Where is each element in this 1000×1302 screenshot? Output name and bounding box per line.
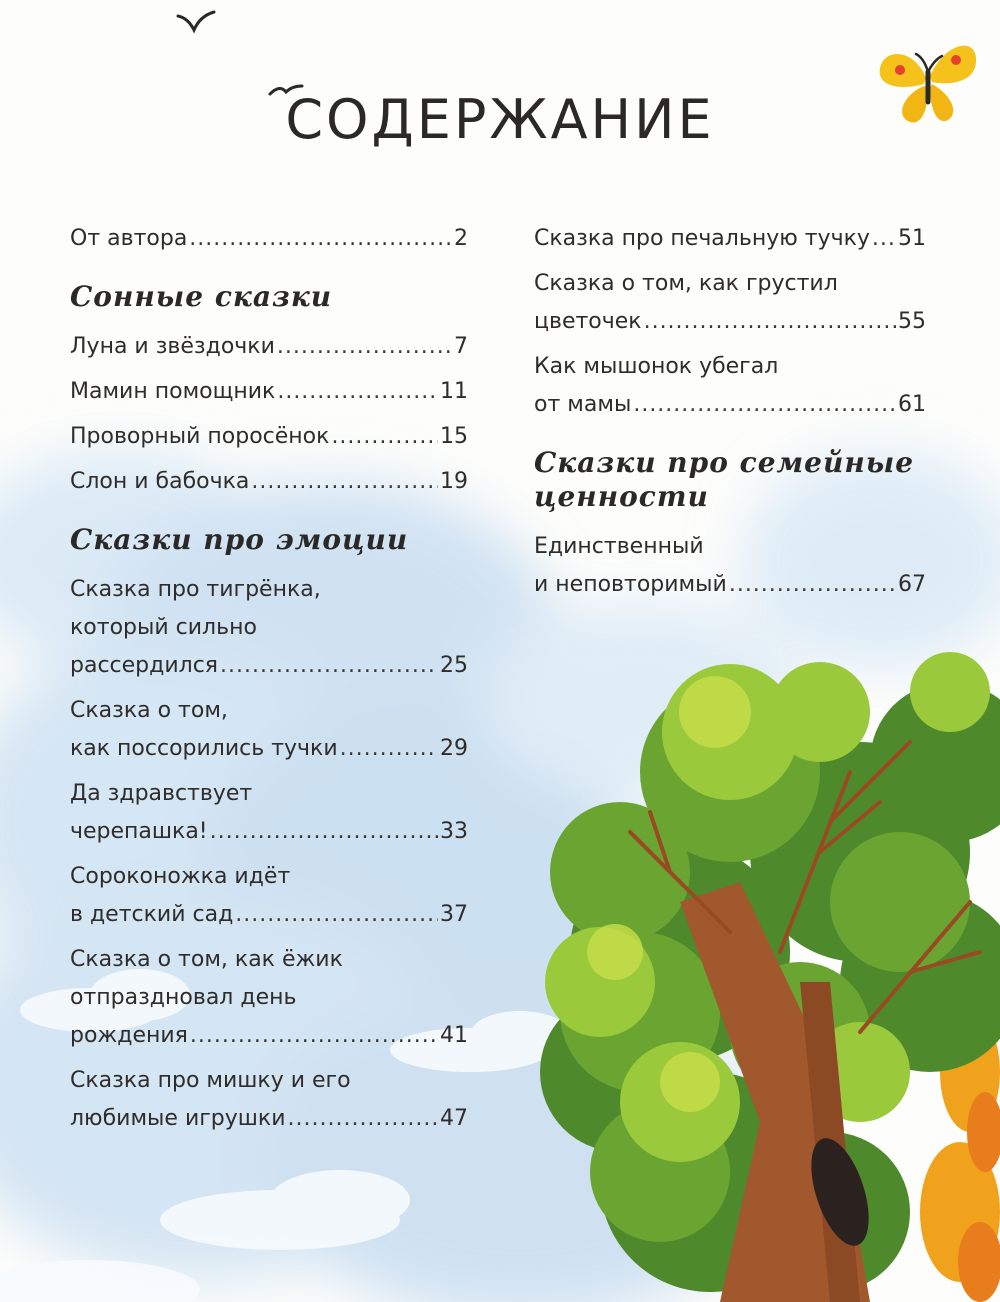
page-number: 15 (440, 424, 468, 449)
page-number: 61 (898, 392, 926, 417)
entry-title-line: рождения (70, 1023, 188, 1048)
toc-entry[interactable] (70, 692, 468, 768)
page-number: 2 (454, 226, 468, 251)
toc-entry[interactable] (70, 373, 468, 411)
entry-title-line: рассердился (70, 653, 219, 678)
entry-title-line: который сильно (70, 615, 257, 640)
page-title: СОДЕРЖАНИЕ (285, 88, 715, 151)
bird-icon (176, 10, 216, 34)
page-number: 37 (440, 902, 468, 927)
entry-title-line: Мамин помощник (70, 379, 276, 404)
section-heading: Сонные сказки (70, 280, 333, 313)
entry-title-line: Как мышонок убегал (534, 354, 779, 379)
section-heading: Сказки про семейные ценности (534, 446, 915, 513)
leader-dots (340, 730, 438, 768)
page-number: 11 (440, 379, 468, 404)
leader-dots (235, 896, 438, 934)
leader-dots (872, 220, 896, 258)
page-number: 51 (898, 226, 926, 251)
entry-last-line (534, 303, 926, 341)
toc-left-column (70, 220, 468, 1145)
entry-last-line (534, 220, 926, 258)
entry-last-line (70, 1100, 468, 1138)
entry-title-line: любимые игрушки (70, 1106, 286, 1131)
leader-dots (190, 1017, 438, 1055)
entry-last-line (70, 813, 468, 851)
entry-last-line (534, 566, 926, 604)
toc-entry[interactable] (70, 941, 468, 1055)
page-number: 67 (898, 572, 926, 597)
toc-entry[interactable] (70, 220, 468, 258)
entry-last-line (70, 647, 468, 685)
entry-title-line: как поссорились тучки (70, 736, 338, 761)
entry-title-line: от мамы (534, 392, 632, 417)
leader-dots (633, 386, 896, 424)
entry-title-line: Сказка о том, (70, 698, 228, 723)
entry-title-line: Единственный (534, 534, 704, 559)
leader-dots (277, 328, 452, 366)
entry-title-line: Да здравствует (70, 781, 253, 806)
entry-title-line: отпраздновал день (70, 985, 297, 1010)
toc-entry[interactable] (70, 463, 468, 501)
leader-dots (644, 303, 896, 341)
page-number: 19 (440, 469, 468, 494)
toc-right-column (534, 220, 926, 611)
entry-last-line (70, 463, 468, 501)
entry-last-line (70, 220, 468, 258)
toc-entry[interactable] (70, 858, 468, 934)
toc-entry[interactable] (70, 1062, 468, 1138)
toc-entry[interactable] (534, 220, 926, 258)
leader-dots (729, 566, 896, 604)
entry-title-line: Сказка о том, как ёжик (70, 947, 343, 972)
toc-entry[interactable] (70, 571, 468, 685)
entry-last-line (70, 373, 468, 411)
leader-dots (288, 1100, 439, 1138)
entry-title-line: и неповторимый (534, 572, 727, 597)
entry-last-line (70, 896, 468, 934)
leader-dots (189, 220, 452, 258)
page-number: 55 (898, 309, 926, 334)
toc-entry[interactable] (70, 418, 468, 456)
entry-title-line: Сказка про мишку и его (70, 1068, 351, 1093)
page-number: 29 (440, 736, 468, 761)
toc-entry[interactable] (534, 348, 926, 424)
leader-dots (251, 463, 438, 501)
entry-title-line: Проворный поросёнок (70, 424, 330, 449)
entry-title-line: Сказка про тигрёнка, (70, 577, 321, 602)
entry-title-line: Луна и звёздочки (70, 334, 275, 359)
entry-last-line (534, 386, 926, 424)
page-number: 7 (454, 334, 468, 359)
entry-title-line: черепашка! (70, 819, 208, 844)
entry-last-line (70, 418, 468, 456)
leader-dots (277, 373, 438, 411)
page-number: 33 (440, 819, 468, 844)
entry-last-line (70, 328, 468, 366)
entry-last-line (70, 730, 468, 768)
entry-title-line: Сказка о том, как грустил (534, 271, 838, 296)
tree-illustration (530, 652, 1000, 1302)
toc-entry[interactable] (70, 775, 468, 851)
entry-title-line: в детский сад (70, 902, 234, 927)
leader-dots (220, 647, 438, 685)
leader-dots (210, 813, 438, 851)
toc-entry[interactable] (534, 265, 926, 341)
entry-title-line: От автора (70, 226, 188, 251)
entry-title-line: Сороконожка идёт (70, 864, 291, 889)
page-number: 41 (440, 1023, 468, 1048)
entry-title-line: цветочек (534, 309, 642, 334)
entry-last-line (70, 1017, 468, 1055)
page-number: 47 (440, 1106, 468, 1131)
toc-entry[interactable] (70, 328, 468, 366)
entry-title-line: Слон и бабочка (70, 469, 250, 494)
toc-entry[interactable] (534, 528, 926, 604)
entry-title-line: Сказка про печальную тучку (534, 226, 870, 251)
section-heading: Сказки про эмоции (70, 523, 409, 556)
page-number: 25 (440, 653, 468, 678)
leader-dots (331, 418, 438, 456)
